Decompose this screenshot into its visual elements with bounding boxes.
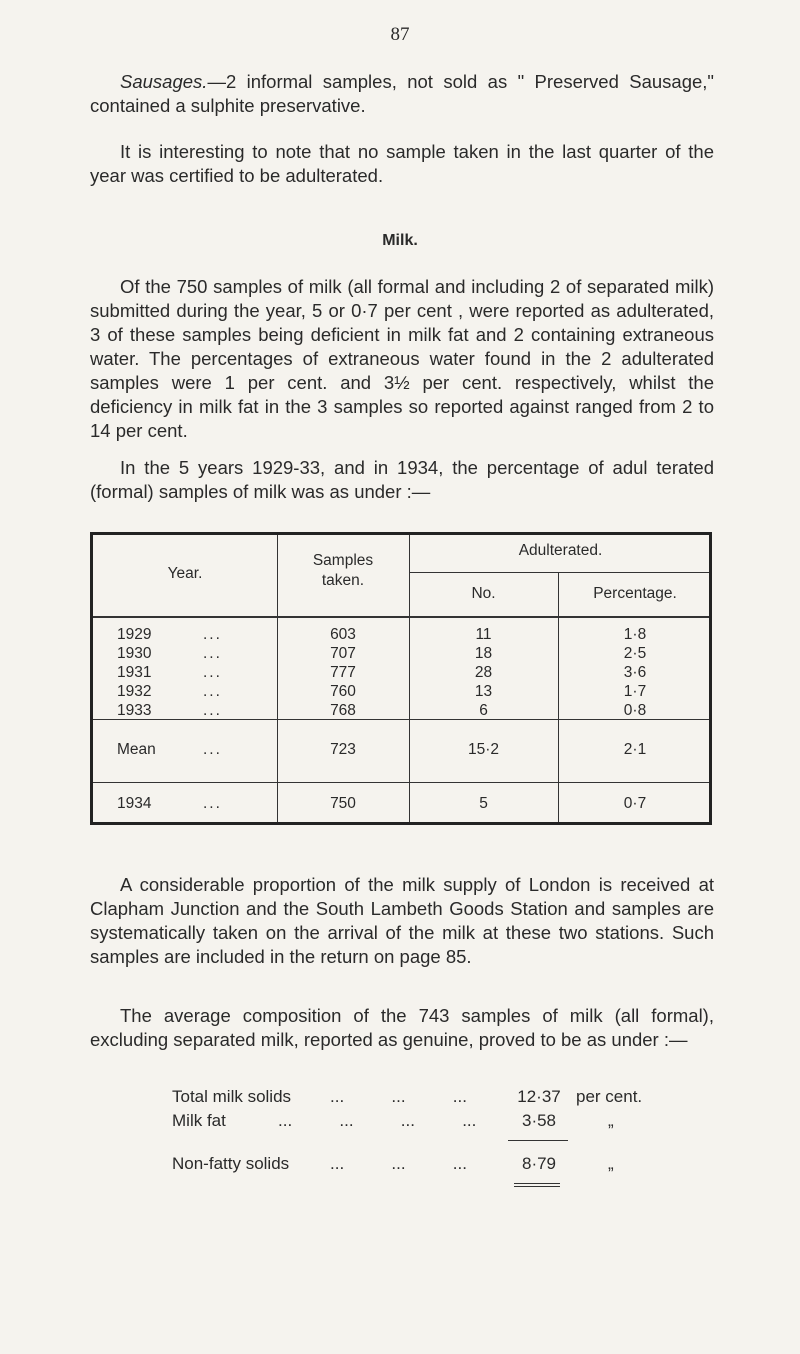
composition-label: Total milk solids: [172, 1087, 292, 1106]
mean-samples: 723: [330, 741, 356, 758]
row-no: 11: [475, 626, 492, 643]
composition-label: Non-fatty solids: [172, 1154, 290, 1173]
row-no: 6: [479, 702, 488, 719]
row-percentage: 2·5: [623, 645, 647, 662]
row-dots: ...: [203, 645, 222, 662]
row-year: 1930: [117, 645, 152, 662]
composition-unit: „: [608, 1154, 614, 1173]
row-1934-samples: 750: [330, 795, 356, 812]
row-dots: ...: [203, 664, 222, 681]
sausages-paragraph: [90, 70, 714, 118]
adulteration-note-paragraph: It is interesting to note that no sample taken in the last quarter of the year was certified to be adulterated.: [90, 141, 714, 186]
row-percentage: 1·8: [623, 626, 647, 643]
header-year: Year.: [167, 565, 203, 582]
composition-unit: per cent.: [576, 1087, 643, 1106]
composition-value: 3·58: [521, 1111, 557, 1130]
double-rule-top: [514, 1183, 560, 1184]
row-samples: 760: [330, 683, 356, 700]
row-samples: 707: [330, 645, 356, 662]
sausages-lead: Sausages.: [120, 71, 208, 92]
mean-label: Mean: [117, 741, 156, 758]
sum-rule: [508, 1140, 568, 1141]
row-dots: ...: [203, 795, 222, 812]
row-1934-percentage: 0·7: [623, 795, 647, 812]
page-number: 87: [390, 24, 410, 45]
mean-no: 15·2: [467, 741, 500, 758]
row-samples: 603: [330, 626, 356, 643]
milk-adulteration-table: [90, 532, 712, 825]
header-samples: Samples taken.: [312, 552, 374, 589]
composition-dots: ... ... ...: [330, 1154, 467, 1173]
five-years-paragraph: In the 5 years 1929-33, and in 1934, the percentage of adul terated (formal) samples of milk was as under :—: [90, 457, 714, 502]
composition-dots: ... ... ... ...: [278, 1111, 477, 1130]
london-supply-paragraph: A considerable proportion of the milk supply of London is received at Clapham Junction and the South Lambeth Goods Station and samples are systematically taken on the arrival of the milk at these two stations. Such samples are included in the return on page 85.: [90, 874, 714, 967]
composition-label: Milk fat: [172, 1111, 226, 1130]
row-dots: ...: [203, 741, 222, 758]
composition-dots: ... ... ...: [330, 1087, 467, 1106]
row-samples: 777: [330, 664, 356, 681]
double-rule-bottom: [514, 1186, 560, 1187]
row-samples: 768: [330, 702, 356, 719]
header-no: No.: [471, 585, 496, 602]
row-percentage: 0·8: [623, 702, 647, 719]
row-year: 1932: [117, 683, 152, 700]
row-no: 28: [474, 664, 493, 681]
header-adulterated: Adulterated.: [518, 542, 603, 559]
row-no: 13: [474, 683, 493, 700]
mean-percentage: 2·1: [623, 741, 647, 758]
row-percentage: 1·7: [623, 683, 647, 700]
row-year: 1931: [117, 664, 152, 681]
row-dots: ...: [203, 683, 222, 700]
composition-value: 8·79: [521, 1154, 557, 1173]
row-1934-year: 1934: [117, 795, 152, 812]
composition-unit: „: [608, 1111, 614, 1130]
header-percentage: Percentage.: [593, 585, 677, 602]
milk-heading: Milk.: [382, 232, 418, 249]
row-no: 18: [474, 645, 493, 662]
row-year: 1933: [117, 702, 152, 719]
average-composition-paragraph: The average composition of the 743 samples of milk (all formal), excluding separated milk, reported as genuine, proved to be as under :—: [90, 1005, 714, 1050]
row-1934-no: 5: [479, 795, 488, 812]
milk-intro-paragraph: Of the 750 samples of milk (all formal and including 2 of separated milk) submitted during the year, 5 or 0·7 per cent , were reported as adulterated, 3 of these samples being deficient in milk fat and 2 containing extraneous water. The percentages of extraneous water found in the 2 adulterated samples were 1 per cent. and 3½ per cent. respectively, whilst the deficiency in milk fat in the 3 samples so reported against ranged from 2 to 14 per cent.: [90, 276, 714, 441]
row-dots: ...: [203, 626, 222, 643]
row-year: 1929: [117, 626, 152, 643]
composition-value: 12·37: [517, 1087, 561, 1106]
sausages-text: —2 informal samples, not sold as " Preserved Sausage," contained a sulphite preservative.: [90, 71, 714, 116]
row-percentage: 3·6: [623, 664, 647, 681]
row-dots: ...: [203, 702, 222, 719]
